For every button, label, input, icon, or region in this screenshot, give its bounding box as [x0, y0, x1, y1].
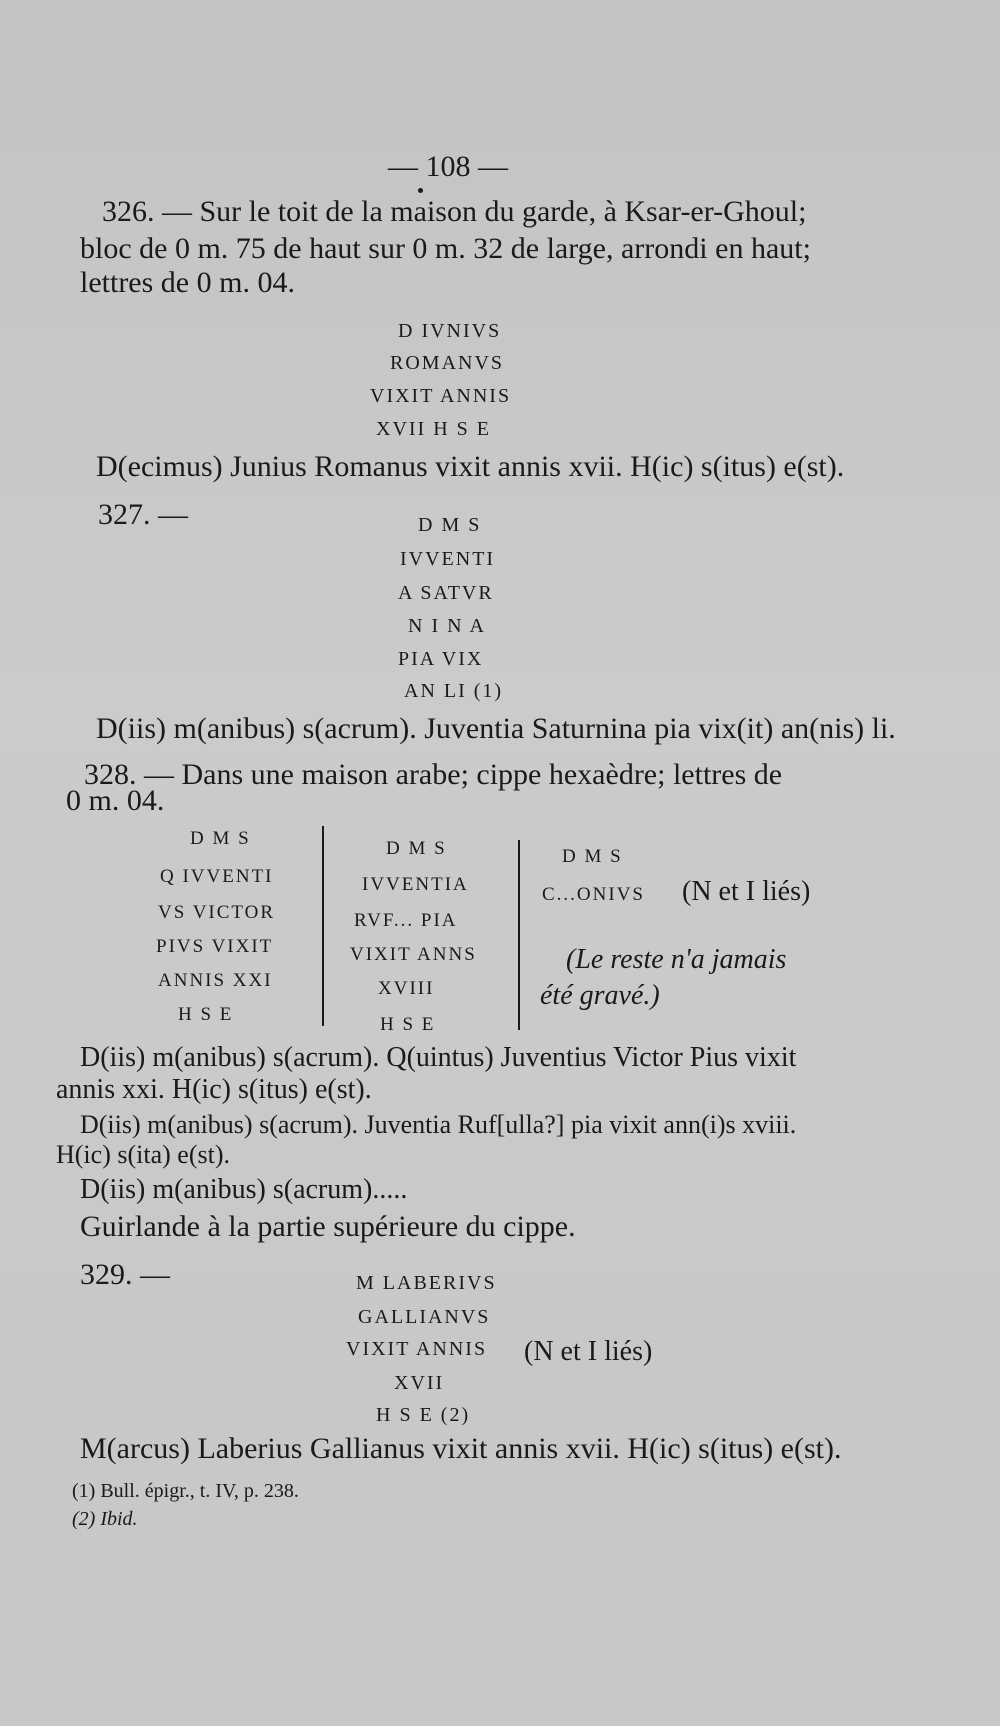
- inscription-329-line-2: GALLIANVS: [358, 1306, 491, 1328]
- inscription-327-line-6: AN LI (1): [404, 680, 504, 702]
- entry-326-line-2: bloc de 0 m. 75 de haut sur 0 m. 32 de large, arrondi en haut;: [80, 232, 811, 265]
- transcription-327: D(iis) m(anibus) s(acrum). Juventia Saturnina pia vix(it) an(nis) li.: [96, 712, 896, 745]
- transcription-328-3: D(iis) m(anibus) s(acrum).....: [80, 1174, 408, 1205]
- transcription-328-2-line-1: D(iis) m(anibus) s(acrum). Juventia Ruf[ulla?] pia vixit ann(i)s xviii.: [80, 1110, 797, 1139]
- inscription-327-line-3: A SATVR: [398, 582, 494, 604]
- entry-328-line-2: 0 m. 04.: [66, 784, 165, 817]
- entry-327-number: 327. —: [98, 498, 188, 531]
- cippe-col-1-line-1: D M S: [190, 828, 251, 849]
- entry-328-line-1: 328. — Dans une maison arabe; cippe hexaèdre; lettres de: [84, 758, 783, 791]
- inscription-329-ligature-note: (N et I liés): [524, 1336, 653, 1367]
- transcription-328-1-line-2: annis xxi. H(ic) s(itus) e(st).: [56, 1074, 372, 1105]
- page-number: — 108 —: [388, 150, 508, 183]
- note-328-guirlande: Guirlande à la partie supérieure du cippe.: [80, 1210, 576, 1243]
- inscription-326-line-4: XVII H S E: [376, 418, 491, 440]
- inscription-327-line-2: IVVENTI: [400, 548, 496, 570]
- inscription-326-line-1: D IVNIVS: [398, 320, 502, 342]
- inscription-327-line-1: D M S: [418, 514, 482, 536]
- inscription-329-line-1: M LABERIVS: [356, 1272, 497, 1294]
- ink-dot: [418, 188, 423, 193]
- cippe-col-2-line-4: VIXIT ANNS: [350, 944, 477, 965]
- cippe-col-1-line-2: Q IVVENTI: [160, 866, 274, 887]
- transcription-328-2-line-2: H(ic) s(ita) e(st).: [56, 1140, 230, 1169]
- inscription-327-line-4: N I N A: [408, 615, 486, 637]
- inscription-327-line-5: PIA VIX: [398, 648, 484, 670]
- inscription-329-line-3: VIXIT ANNIS: [346, 1338, 488, 1360]
- cippe-col-3-ligature-note: (N et I liés): [682, 876, 811, 907]
- entry-326-line-3: lettres de 0 m. 04.: [80, 266, 295, 299]
- cippe-col-2-line-5: XVIII: [378, 978, 435, 999]
- cippe-col-3-line-1: D M S: [562, 846, 623, 867]
- entry-326-line-1: 326. — Sur le toit de la maison du garde, à Ksar-er-Ghoul;: [102, 195, 807, 228]
- cippe-col-2-line-1: D M S: [386, 838, 447, 859]
- transcription-329: M(arcus) Laberius Gallianus vixit annis xvii. H(ic) s(itus) e(st).: [80, 1432, 842, 1465]
- cippe-col-1-line-5: ANNIS XXI: [158, 970, 273, 991]
- cippe-col-1-line-4: PIVS VIXIT: [156, 936, 274, 957]
- cippe-col-3-line-2: C...ONIVS: [542, 884, 645, 905]
- cippe-col-2-line-3: RVF... PIA: [354, 910, 458, 931]
- transcription-328-1-line-1: D(iis) m(anibus) s(acrum). Q(uintus) Juventius Victor Pius vixit: [80, 1042, 797, 1073]
- cippe-col-2-line-6: H S E: [380, 1014, 436, 1035]
- footnote-1: (1) Bull. épigr., t. IV, p. 238.: [72, 1480, 299, 1502]
- footnote-2: (2) Ibid.: [72, 1508, 138, 1530]
- entry-329-number: 329. —: [80, 1258, 170, 1291]
- inscription-329-line-5: H S E (2): [376, 1404, 471, 1426]
- column-divider-2: [518, 840, 520, 1030]
- transcription-326: D(ecimus) Junius Romanus vixit annis xvii. H(ic) s(itus) e(st).: [96, 450, 845, 483]
- cippe-col-1-line-6: H S E: [178, 1004, 234, 1025]
- column-divider-1: [322, 826, 324, 1026]
- cippe-col-2-line-2: IVVENTIA: [362, 874, 469, 895]
- cippe-col-3-italic-2: été gravé.): [540, 980, 660, 1011]
- inscription-326-line-2: ROMANVS: [390, 352, 505, 374]
- inscription-329-line-4: XVII: [394, 1372, 445, 1394]
- inscription-326-line-3: VIXIT ANNIS: [370, 385, 512, 407]
- cippe-col-1-line-3: VS VICTOR: [158, 902, 276, 923]
- cippe-col-3-italic-1: (Le reste n'a jamais: [566, 944, 787, 975]
